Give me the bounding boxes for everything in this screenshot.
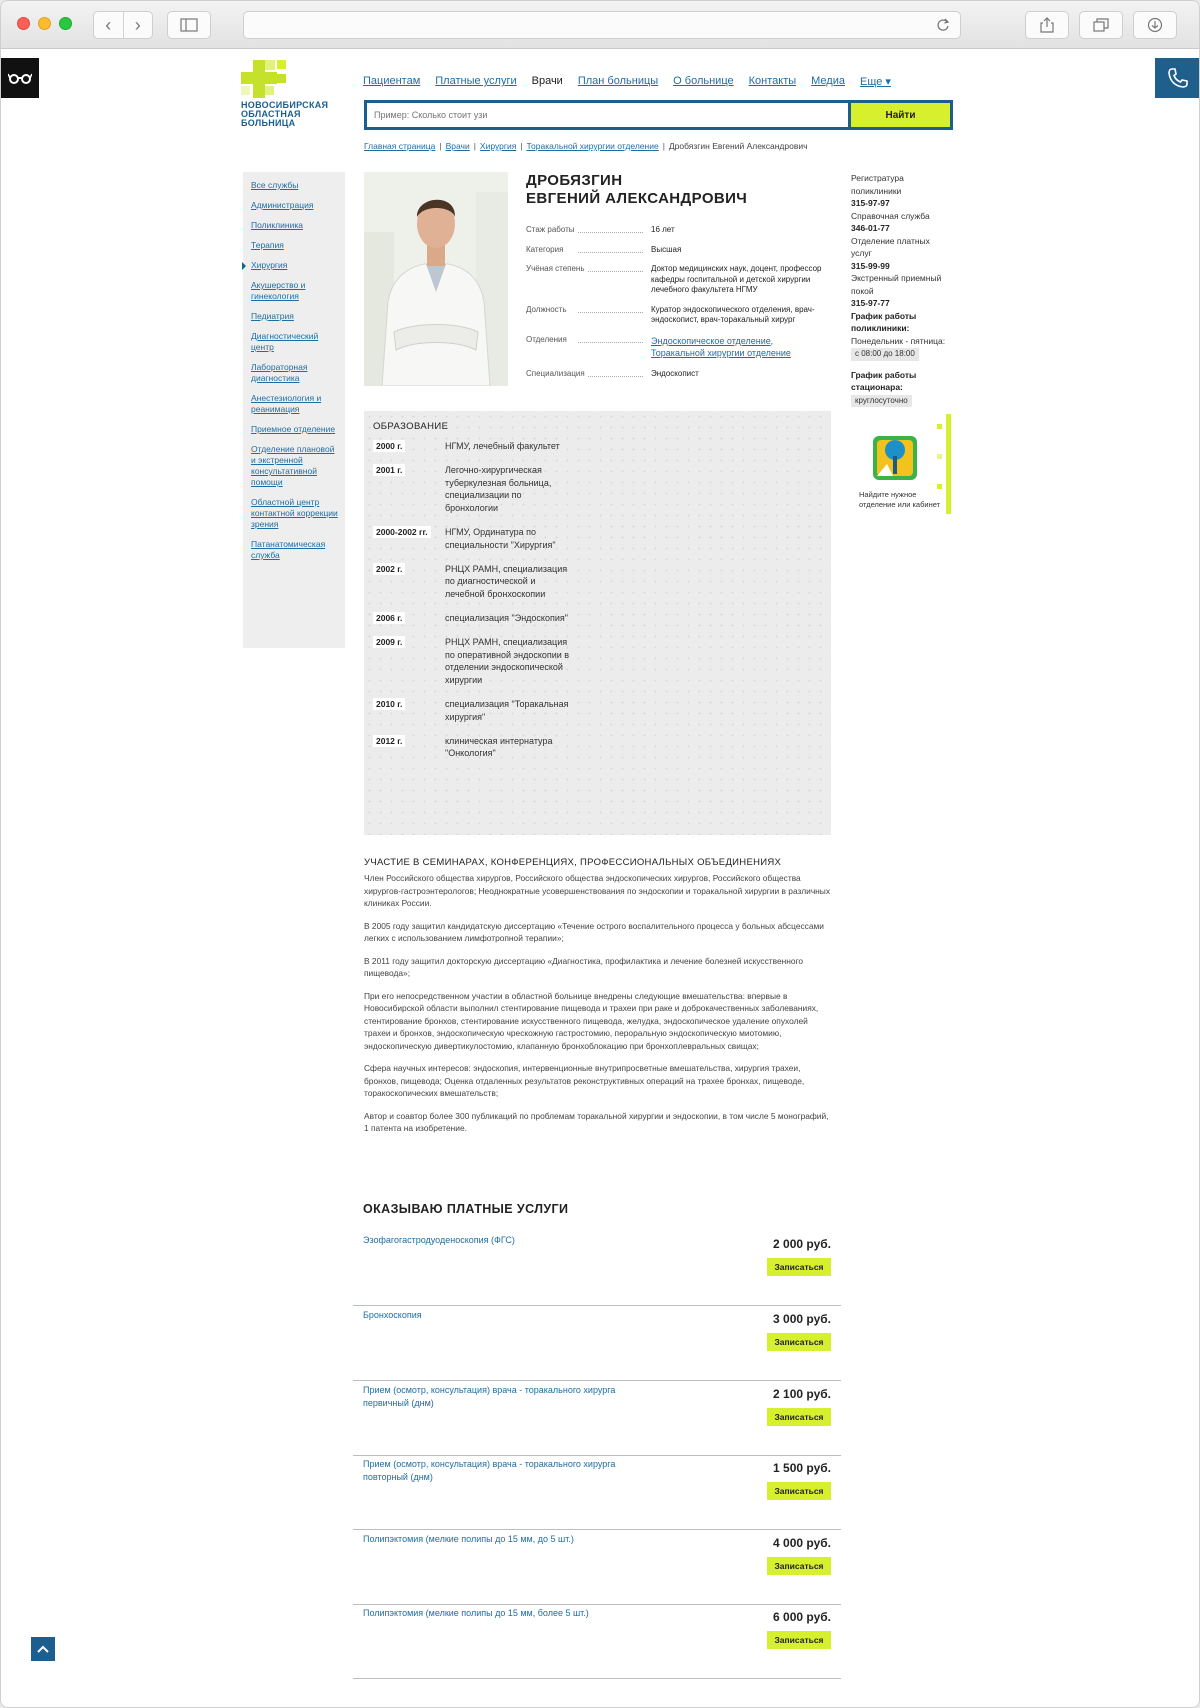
education-text: Легочно-хирургическая туберкулезная больница, специализации по бронхологии (445, 464, 552, 514)
book-button[interactable]: Записаться (767, 1557, 831, 1575)
service-price: 2 100 руб. (773, 1387, 831, 1401)
fact-label: Должность (526, 305, 570, 314)
education-item (373, 698, 822, 724)
education-text: клиническая интернатура "Онкология" (445, 735, 553, 759)
breadcrumb-doctors[interactable]: Врачи (445, 141, 470, 151)
services-title: ОКАЗЫВАЮ ПЛАТНЫЕ УСЛУГИ (363, 1202, 569, 1216)
service-item (353, 1307, 841, 1381)
chevron-up-icon (37, 1645, 49, 1653)
service-item (353, 1456, 841, 1530)
fact-row (526, 245, 826, 256)
menu-item-diagnostic-center[interactable]: Диагностический центр (251, 331, 319, 352)
menu-item-admission[interactable]: Приемное отделение (251, 424, 336, 434)
share-button[interactable] (1025, 11, 1069, 39)
book-button[interactable]: Записаться (767, 1333, 831, 1351)
hospital-schedule-title: График работы стационара: (851, 369, 917, 392)
participation-paragraph: В 2005 году защитил кандидатскую диссертацию «Течение острого воспалительного процесса у больных абсцессами легких с использованием лимфотропной терапии»; (364, 920, 824, 943)
service-price: 3 000 руб. (773, 1312, 831, 1326)
phone-icon (1167, 67, 1189, 89)
contacts-sidebar (851, 172, 951, 407)
book-button[interactable]: Записаться (767, 1258, 831, 1276)
education-text: РНЦХ РАМН, специализация по диагностической и лечебной бронхоскопии (445, 563, 568, 600)
doctor-given-names: ЕВГЕНИЙ АЛЕКСАНДРОВИЧ (526, 190, 748, 207)
participation-paragraph: В 2011 году защитил докторскую диссертацию «Диагностика, профилактика и лечение болезней искусственного пищевода»; (364, 955, 804, 978)
service-name[interactable]: Эзофагогастродуоденоскопия (ФГС) (363, 1235, 515, 1245)
book-button[interactable]: Записаться (767, 1631, 831, 1649)
minimize-window-button[interactable] (38, 17, 51, 30)
menu-item-administration[interactable]: Администрация (251, 200, 314, 210)
education-item (373, 526, 822, 552)
schedule-title: График работы поликлиники: (851, 310, 917, 333)
fact-label: Отделения (526, 335, 570, 344)
paid-services-phone[interactable]: 315-99-99 (851, 260, 890, 271)
doctor-photo (364, 172, 508, 386)
downloads-button[interactable] (1133, 11, 1177, 39)
participation-paragraph: Автор и соавтор более 300 публикаций по проблемам торакальной хирургии и эндоскопии, в том числе 5 монографий, 1 патента на изобретение. (364, 1110, 829, 1133)
sidebar-toggle-button[interactable] (167, 11, 211, 39)
education-item (373, 464, 822, 515)
service-price: 4 000 руб. (773, 1536, 831, 1550)
fact-value: Куратор эндоскопического отделения, врач-эндоскопист, врач-торакальный хирург (651, 304, 815, 324)
breadcrumb-current: Дробязгин Евгений Александрович (668, 141, 808, 151)
left-menu (243, 172, 345, 648)
history-nav (93, 11, 153, 39)
sidebar-icon (180, 18, 198, 32)
fact-label: Учёная степень (526, 264, 588, 273)
service-name[interactable]: Полипэктомия (мелкие полипы до 15 мм, до 5 шт.) (363, 1534, 574, 1544)
nav-more[interactable]: Еще ▾ (859, 76, 891, 88)
education-year: 2000-2002 гг. (373, 526, 431, 538)
fact-row (526, 369, 826, 380)
fact-label: Стаж работы (526, 225, 578, 234)
back-icon[interactable]: ‹ (94, 12, 124, 38)
registry-label: Регистратура поликлиники (851, 173, 904, 196)
department-link-endoscopy[interactable]: Эндоскопическое отделение (651, 335, 771, 346)
nav-doctors[interactable]: Врачи (531, 75, 563, 87)
service-price: 2 000 руб. (773, 1237, 831, 1251)
participation-paragraph: Сфера научных интересов: эндоскопия, интервенционные внутрипросветные вмешательства, хирургия трахеи, бронхов, пищевода; Оценка отдаленных результатов реконструктивных операций на трахее бронхах, пищеводе, торакоскопических вмешательств; (364, 1063, 805, 1098)
education-year: 2012 г. (373, 735, 405, 747)
breadcrumb-home[interactable]: Главная страница (364, 141, 436, 151)
doctor-surname: ДРОБЯЗГИН (526, 172, 623, 189)
education-item (373, 563, 822, 601)
emergency-phone[interactable]: 315-97-77 (851, 298, 890, 308)
education-item (373, 440, 822, 453)
nav-patients[interactable]: Пациентам (363, 75, 421, 87)
browser-toolbar (1, 1, 1199, 49)
education-year: 2001 г. (373, 464, 405, 476)
search-button[interactable]: Найти (848, 103, 950, 127)
doctor-facts (526, 225, 826, 388)
tabs-overview-button[interactable] (1079, 11, 1123, 39)
fact-value: Эндоскопическое отделение, Торакальной хирургии отделение (651, 335, 791, 358)
book-button[interactable]: Записаться (767, 1482, 831, 1500)
education-text: НГМУ, Ординатура по специальности "Хирургия" (445, 526, 556, 550)
education-text: НГМУ, лечебный факультет (445, 441, 560, 451)
download-icon (1147, 17, 1163, 33)
service-item (353, 1382, 841, 1456)
menu-item-pediatrics[interactable]: Педиатрия (251, 311, 294, 321)
education-item (373, 612, 822, 625)
education-item (373, 735, 822, 761)
menu-item-lab[interactable]: Лабораторная диагностика (251, 362, 308, 383)
fact-row (526, 225, 826, 236)
paid-services-label: Отделение платных услуг (851, 235, 930, 258)
close-window-button[interactable] (17, 17, 30, 30)
menu-item-polyclinic[interactable]: Поликлиника (251, 220, 303, 230)
education-item (373, 636, 822, 687)
menu-item-therapy[interactable]: Терапия (251, 240, 284, 250)
registry-phone[interactable]: 315-97-97 (851, 198, 890, 208)
menu-item-consultative[interactable]: Отделение плановой и экстренной консультативной помощи (251, 444, 335, 487)
education-section (364, 411, 831, 835)
search-input[interactable] (367, 103, 848, 127)
map-caption: Найдите нужное отделение или кабинет (859, 490, 941, 509)
participation-title: УЧАСТИЕ В СЕМИНАРАХ, КОНФЕРЕНЦИЯХ, ПРОФЕССИОНАЛЬНЫХ ОБЪЕДИНЕНИЯХ (364, 857, 782, 868)
service-name[interactable]: Бронхоскопия (363, 1310, 422, 1320)
fact-value: Эндоскопист (651, 368, 699, 378)
department-link-thoracic[interactable]: Торакальной хирургии отделение (651, 348, 791, 358)
service-price: 6 000 руб. (773, 1610, 831, 1624)
education-year: 2010 г. (373, 698, 405, 710)
nav-paid-services[interactable]: Платные услуги (435, 75, 517, 87)
forward-icon[interactable]: › (134, 15, 141, 35)
search-bar (364, 100, 953, 130)
nav-contacts[interactable]: Контакты (748, 75, 797, 87)
nav-about[interactable]: О больнице (673, 75, 734, 87)
fact-label: Категория (526, 245, 566, 254)
logo-text (241, 101, 328, 128)
education-year: 2002 г. (373, 563, 405, 575)
fact-row-departments (526, 335, 826, 360)
page (1, 50, 1200, 1708)
service-item (353, 1531, 841, 1605)
callback-button[interactable] (1155, 58, 1200, 98)
logo-cross-icon (241, 60, 295, 100)
breadcrumb: Главная страница | Врачи | Хирургия | Торакальной хирургии отделение | Дробязгин Евгений Александрович (364, 141, 808, 151)
book-button[interactable]: Записаться (767, 1408, 831, 1426)
reload-icon[interactable] (936, 18, 950, 32)
service-item (353, 1605, 841, 1679)
fact-row (526, 264, 826, 296)
doctor-portrait-icon (364, 172, 508, 386)
service-item (353, 1232, 841, 1306)
education-text: специализация "Торакальная хирургия" (445, 698, 569, 722)
tabs-icon (1093, 18, 1109, 32)
participation-section (364, 857, 834, 1145)
schedule-hours: с 08:00 до 18:00 (851, 348, 919, 361)
breadcrumb-thoracic[interactable]: Торакальной хирургии отделение (526, 141, 659, 151)
share-icon (1040, 17, 1054, 33)
education-title: ОБРАЗОВАНИЕ (373, 421, 449, 432)
main-nav (363, 75, 891, 88)
menu-item-all-services[interactable]: Все службы (251, 180, 299, 190)
emergency-label: Экстренный приемный покой (851, 273, 942, 296)
doctor-name (526, 172, 747, 208)
address-bar[interactable] (243, 11, 961, 39)
nav-media[interactable]: Медиа (811, 75, 845, 87)
education-year: 2009 г. (373, 636, 405, 648)
participation-paragraph: При его непосредственном участии в областной больнице внедрены следующие вмешательства: впервые в Новосибирской области выполнил стентирование пищевода и трахеи при раке и доброкачественных заболеваниях, стентирование бронхов, стентирование искусственного пищевода, желудка, эндоскопическое удаление опухолей трахеи и бронхов, эндоскопическую чрескожную гастростомию, пероральную эндоскопическую миотомию, эндоскопическую дивертикулостомию, клапанную бронхоблокацию при бронхоплевральных свищах; (364, 990, 819, 1051)
help-phone[interactable]: 346-01-77 (851, 223, 890, 233)
accessibility-button[interactable] (1, 58, 39, 98)
glasses-icon (8, 72, 32, 84)
logo-line-3: БОЛЬНИЦА (241, 118, 296, 128)
fact-value: Доктор медицинских наук, доцент, профессор кафедры госпитальной и детской хирургии лечебного факультета НГМУ (651, 264, 822, 294)
fact-label: Специализация (526, 369, 588, 378)
menu-item-anesthesiology[interactable]: Анестезиология и реанимация (251, 393, 322, 414)
fact-value: 16 лет (651, 225, 675, 234)
zoom-window-button[interactable] (59, 17, 72, 30)
menu-item-obstetrics[interactable]: Акушерство и гинекология (251, 280, 306, 301)
service-name[interactable]: Полипэктомия (мелкие полипы до 15 мм, более 5 шт.) (363, 1608, 589, 1618)
hospital-map-banner[interactable] (851, 414, 953, 520)
help-label: Справочная служба (851, 210, 930, 221)
education-text: РНЦХ РАМН, специализация по оперативной эндоскопии в отделении эндоскопической хирургии (445, 636, 570, 686)
education-year: 2000 г. (373, 440, 405, 452)
service-price: 1 500 руб. (773, 1461, 831, 1475)
education-text: специализация "Эндоскопия" (445, 612, 568, 623)
nav-hospital-plan[interactable]: План больницы (577, 75, 659, 87)
education-year: 2006 г. (373, 612, 405, 624)
menu-item-surgery[interactable]: Хирургия (251, 260, 339, 271)
logo-line-1: НОВОСИБИРСКАЯ (241, 100, 329, 110)
logo-line-2: ОБЛАСТНАЯ (241, 109, 301, 119)
breadcrumb-surgery[interactable]: Хирургия (479, 141, 517, 151)
hospital-logo[interactable] (241, 60, 351, 130)
scroll-to-top-button[interactable] (31, 1637, 55, 1661)
menu-item-pathology[interactable]: Патанатомическая служба (251, 539, 326, 560)
schedule-days: Понедельник - пятница: (851, 335, 946, 346)
fact-value: Высшая (651, 244, 682, 254)
service-name[interactable]: Прием (осмотр, консультация) врача - торакального хирурга первичный (днм) (363, 1385, 616, 1408)
fact-row (526, 305, 826, 326)
participation-paragraph: Член Российского общества хирургов, Российского общества эндоскопических хирургов, Российского общества хирургов-гастроэнтерологов; Неоднократные усовершенствования по эндоскопии и торакальной хирургии в различных клиниках России. (364, 873, 831, 908)
service-name[interactable]: Прием (осмотр, консультация) врача - торакального хирурга повторный (днм) (363, 1459, 616, 1482)
menu-item-vision[interactable]: Областной центр контактной коррекции зрения (251, 497, 338, 529)
hospital-hours: круглосуточно (851, 395, 912, 408)
